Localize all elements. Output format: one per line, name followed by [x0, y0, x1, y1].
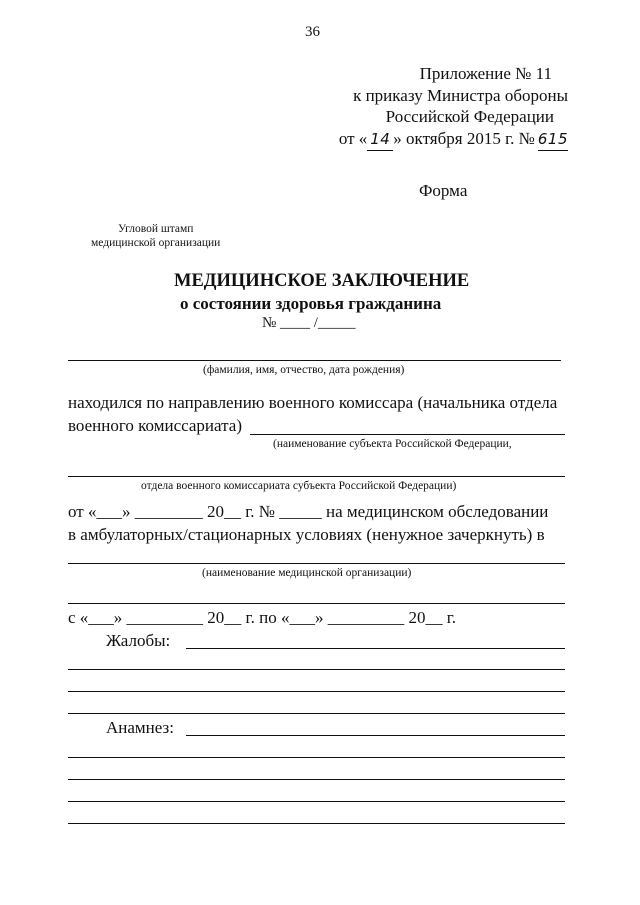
stamp-line-1: Угловой штамп	[118, 223, 194, 235]
appendix-line-2: к приказу Министра обороны	[353, 85, 568, 105]
complaints-line-3[interactable]	[68, 691, 565, 692]
referral-line-1: находился по направлению военного комиссара (начальника отдела	[68, 393, 558, 412]
handwritten-day: 14	[367, 129, 393, 152]
handwritten-order-number: 615	[538, 129, 568, 152]
appendix-line-3: Российской Федерации	[385, 107, 554, 126]
medical-org-line[interactable]	[68, 563, 565, 564]
anamnesis-line-3[interactable]	[68, 779, 565, 780]
form-label: Форма	[419, 181, 468, 200]
department-caption: отдела военного комиссариата субъекта Российской Федерации)	[141, 480, 457, 492]
anamnesis-line-2[interactable]	[68, 757, 565, 758]
complaints-line-4[interactable]	[68, 713, 565, 714]
subject-caption: (наименование субъекта Российской Федерации,	[273, 438, 512, 450]
conclusion-number: № ____ /_____	[262, 315, 356, 331]
department-line[interactable]	[68, 476, 565, 477]
fio-line[interactable]	[68, 360, 561, 361]
document-title: МЕДИЦИНСКОЕ ЗАКЛЮЧЕНИЕ	[174, 271, 470, 291]
page-number: 36	[305, 24, 320, 40]
document-subtitle: о состоянии здоровья гражданина	[180, 294, 442, 313]
appendix-line-1: Приложение № 11	[419, 64, 552, 83]
anamnesis-line-1[interactable]	[186, 735, 565, 736]
subject-line[interactable]	[250, 434, 565, 435]
anamnesis-line-5[interactable]	[68, 823, 565, 824]
complaints-label: Жалобы:	[106, 631, 171, 650]
anamnesis-line-4[interactable]	[68, 801, 565, 802]
conditions-line: в амбулаторных/стационарных условиях (ненужное зачеркнуть) в	[68, 525, 545, 544]
complaints-line-1[interactable]	[186, 648, 565, 649]
date-prefix: от «	[338, 128, 368, 148]
appendix-block	[339, 63, 568, 151]
period-line: с «___» _________ 20__ г. по «___» _________ 20__ г.	[68, 608, 457, 627]
medical-org-caption: (наименование медицинской организации)	[202, 567, 412, 579]
anamnesis-label: Анамнез:	[106, 718, 174, 737]
fio-caption: (фамилия, имя, отчество, дата рождения)	[203, 364, 405, 376]
stamp-line-2: медицинской организации	[91, 237, 221, 249]
date-middle: » октября 2015 г. №	[393, 128, 535, 148]
medical-org-line-2[interactable]	[68, 603, 565, 604]
appendix-date-line	[339, 128, 568, 152]
from-line: от «___» ________ 20__ г. № _____ на медицинском обследовании	[68, 502, 549, 521]
complaints-line-2[interactable]	[68, 669, 565, 670]
referral-line-2: военного комиссариата)	[68, 416, 242, 435]
